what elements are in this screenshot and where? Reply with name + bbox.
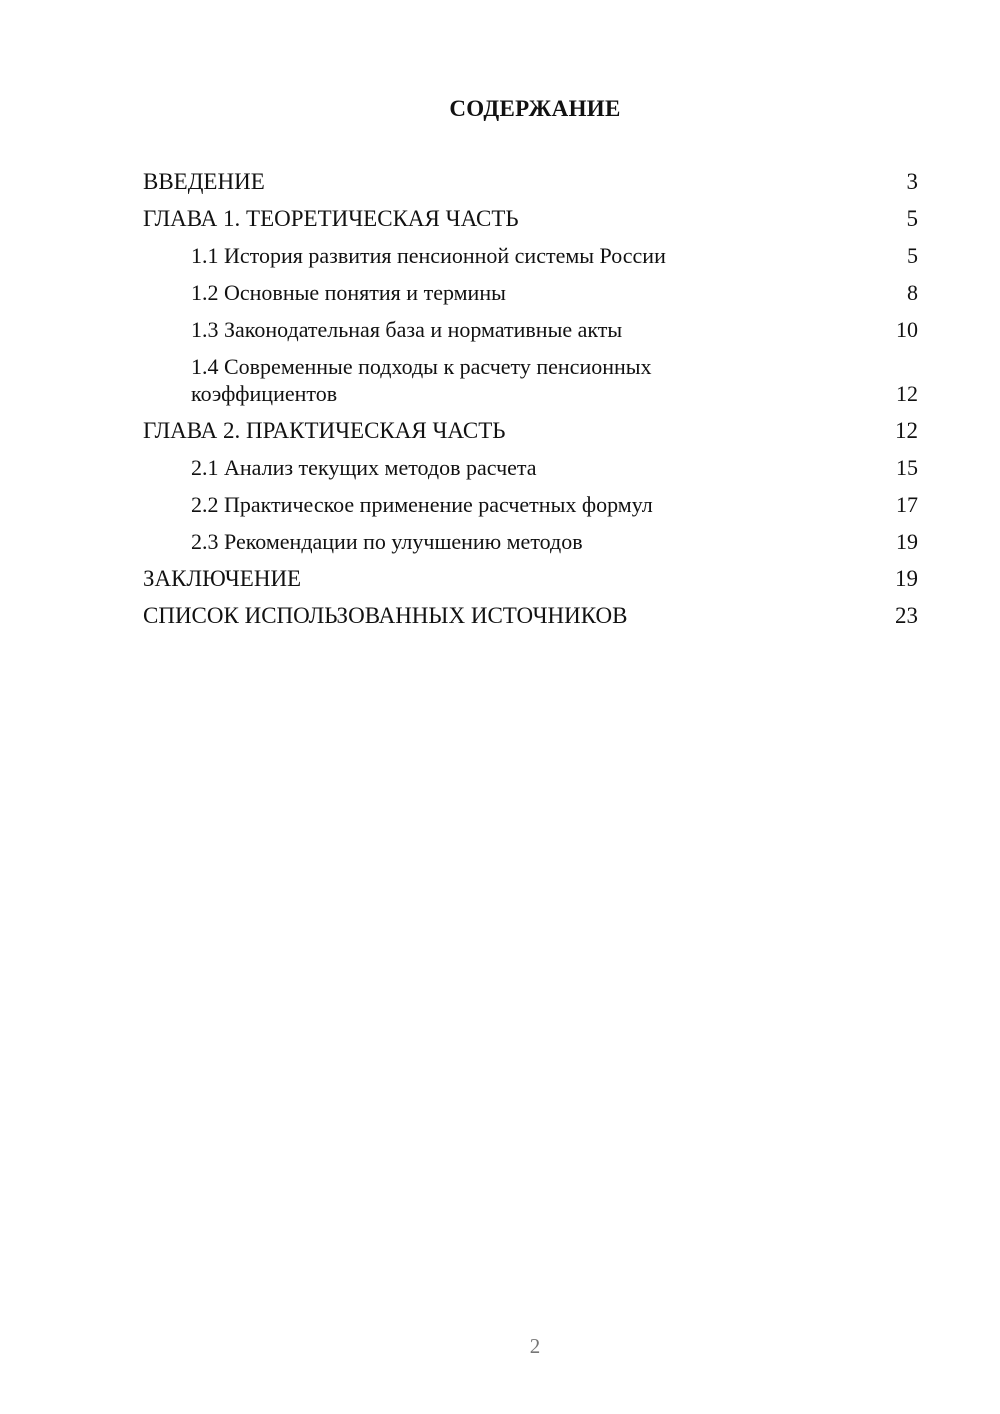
toc-entry-page: 5: [907, 243, 918, 268]
toc-entry-label: 2.1 Анализ текущих методов расчета: [191, 455, 537, 480]
toc-entry-2-1[interactable]: [143, 454, 918, 481]
toc-entry-2-2[interactable]: [143, 491, 918, 518]
toc-entry-1-4[interactable]: [143, 353, 918, 407]
toc-entry-1-2[interactable]: [143, 279, 918, 306]
toc-entry-label: ГЛАВА 1. ТЕОРЕТИЧЕСКАЯ ЧАСТЬ: [143, 206, 519, 231]
toc-entry-page: 19: [895, 566, 918, 591]
toc-entry-chapter-1[interactable]: [143, 205, 918, 232]
toc-entry-label: ВВЕДЕНИЕ: [143, 169, 265, 194]
toc-entry-page: 10: [896, 317, 918, 342]
toc-entry-page: 8: [907, 280, 918, 305]
toc-entry-page: 15: [896, 455, 918, 480]
toc-entry-label: 2.2 Практическое применение расчетных формул: [191, 492, 653, 517]
toc-entry-1-3[interactable]: [143, 316, 918, 343]
toc-entry-page: 5: [906, 206, 918, 231]
toc-entry-conclusion[interactable]: [143, 565, 918, 592]
toc-entry-label: 2.3 Рекомендации по улучшению методов: [191, 529, 583, 554]
toc-entry-label: 1.4 Современные подходы к расчету пенсионных коэффициентов: [191, 354, 652, 406]
toc-entry-2-3[interactable]: [143, 528, 918, 555]
toc-entry-page: 23: [895, 603, 918, 628]
toc-entry-chapter-2[interactable]: [143, 417, 918, 444]
toc-entry-label: 1.2 Основные понятия и термины: [191, 280, 506, 305]
toc-entry-label: ГЛАВА 2. ПРАКТИЧЕСКАЯ ЧАСТЬ: [143, 418, 506, 443]
toc-entry-page: 12: [895, 418, 918, 443]
toc-entry-page: 17: [896, 492, 918, 517]
toc-entry-label: ЗАКЛЮЧЕНИЕ: [143, 566, 302, 591]
table-of-contents: [143, 168, 918, 639]
toc-entry-1-1[interactable]: [143, 242, 918, 269]
toc-entry-label: СПИСОК ИСПОЛЬЗОВАННЫХ ИСТОЧНИКОВ: [143, 603, 628, 628]
toc-entry-page: 12: [896, 381, 918, 406]
page-title: СОДЕРЖАНИЕ: [449, 96, 621, 121]
toc-entry-introduction[interactable]: [143, 168, 918, 195]
toc-entry-page: 3: [906, 169, 918, 194]
toc-entry-references[interactable]: [143, 602, 918, 629]
toc-entry-label: 1.1 История развития пенсионной системы России: [191, 243, 666, 268]
toc-entry-page: 19: [896, 529, 918, 554]
toc-entry-label: 1.3 Законодательная база и нормативные акты: [191, 317, 623, 342]
page-number: 2: [529, 1334, 541, 1358]
